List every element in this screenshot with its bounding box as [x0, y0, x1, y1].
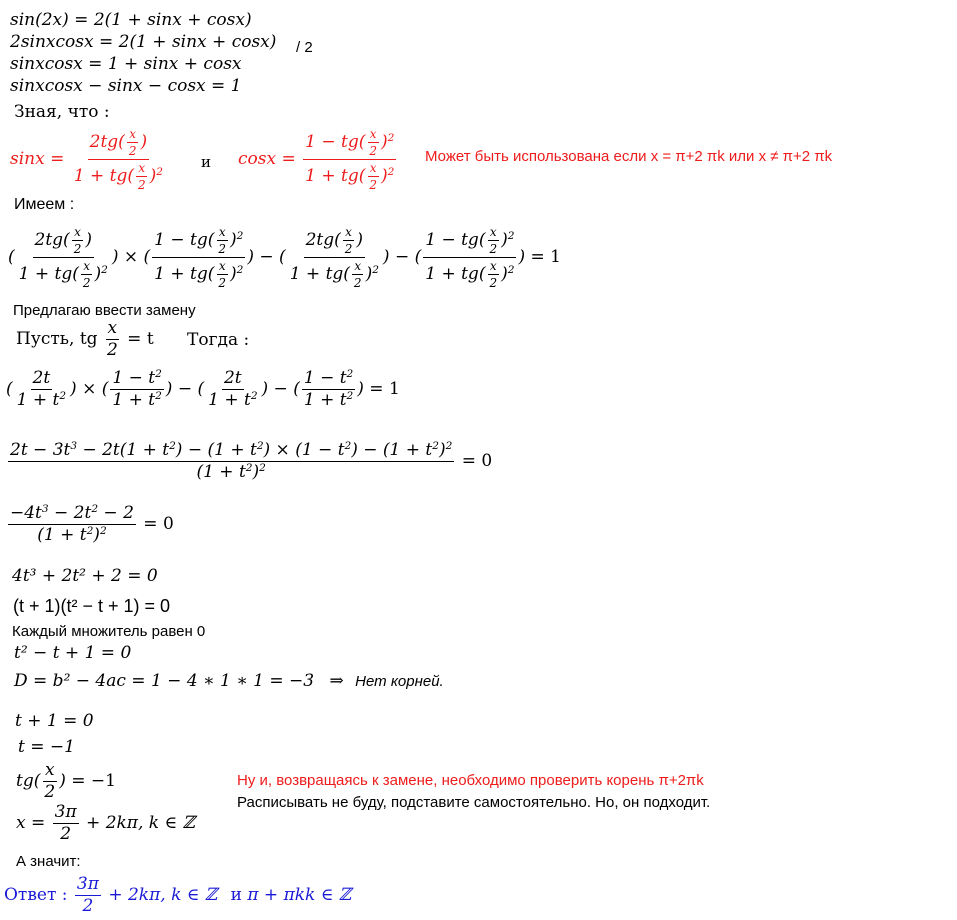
equation-line-2: 2sinxcosx = 2(1 + sinx + cosx)	[10, 32, 277, 52]
simplified-fraction: $\frac{-4t^3 - 2t^2 - 2}{(1 + t^2)^2}$ = 0	[10, 503, 174, 545]
combined-fraction: $\frac{2t - 3t^3 - 2t(1 + t^2) - (1 + t^2) \times (1 - t^2) - (1 + t^2)^2}{(1 + t^2)^2}$ = 0	[10, 440, 493, 482]
t-plus-one: t + 1 = 0	[15, 711, 94, 731]
t-equals-minus-one: t = −1	[18, 737, 75, 757]
let-text: Пусть, tg	[16, 329, 98, 349]
answer-second: π + πkk ∈ ℤ	[247, 885, 352, 905]
t-equals-one: = 1	[369, 379, 400, 399]
x-solution: x = $\frac{3\pi}{2}$ + 2kπ, k ∈ ℤ	[16, 802, 195, 844]
sin-formula	[10, 128, 167, 191]
equals-one: = 1	[530, 247, 561, 267]
answer-tail: + 2kπ, k ∈ ℤ	[108, 885, 218, 905]
combined-eq-zero: = 0	[461, 451, 493, 471]
implies-arrow: ⇒	[329, 671, 344, 691]
cubic-equation: 4t³ + 2t² + 2 = 0	[12, 566, 158, 586]
t-equation: ( $\frac{2t}{1 + t^2}$ ) × ( $\frac{1 - t^2}{1 + t^2}$ ) − ( $\frac{2t}{1 + t^2}$ ) − ( $\frac{1 - t^2}{1 + t^2}$ ) = 1	[6, 368, 400, 410]
tg-equation: tg( $\frac{x}{2}$ ) = −1	[16, 760, 116, 802]
propose-text: Предлагаю ввести замену	[13, 302, 196, 319]
and-word: и	[201, 153, 211, 171]
knowing-label: Зная, что :	[14, 102, 110, 122]
discriminant: D = b² − 4ac = 1 − 4 ∗ 1 ∗ 1 = −3	[14, 671, 315, 691]
sin-lhs: sinx =	[10, 149, 65, 169]
equation-line-3: sinxcosx = 1 + sinx + cosx	[10, 54, 242, 74]
then-label: Тогда :	[187, 330, 250, 350]
black-note-fits: Расписывать не буду, подставите самостоятельно. Но, он подходит.	[237, 794, 711, 811]
factored-equation: (t + 1)(t² − t + 1) = 0	[13, 596, 171, 616]
x-solution-tail: + 2kπ, k ∈ ℤ	[86, 813, 195, 833]
answer-line: Ответ : $\frac{3\pi}{2}$ + 2kπ, k ∈ ℤ и π + πkk ∈ ℤ	[4, 874, 352, 916]
sin-fraction: 2tg( $\frac{x}{2}$ ) 1 + tg( $\frac{x}{2}$ )$^2$	[73, 127, 163, 192]
substitution-let: Пусть, tg $\frac{x}{2}$ = t	[16, 318, 154, 360]
simplified-eq-zero: = 0	[143, 514, 174, 534]
divide-note: / 2	[296, 39, 313, 56]
red-note-condition: Может быть использована если x = π+2 πk или x ≠ π+2 πk	[425, 148, 833, 165]
answer-and: и	[230, 885, 242, 905]
cos-formula	[238, 128, 398, 191]
therefore-text: А значит:	[16, 853, 81, 870]
equation-line-1: sin(2x) = 2(1 + sinx + cosx)	[10, 10, 252, 30]
cos-lhs: cosx =	[238, 149, 296, 169]
quadratic-equation: t² − t + 1 = 0	[14, 643, 132, 663]
each-factor-text: Каждый множитель равен 0	[12, 623, 206, 640]
tg-rhs: = −1	[71, 771, 116, 791]
have-label: Имеем :	[14, 196, 75, 213]
substituted-equation: ( 2tg( $\frac{x}{2}$ ) 1 + tg( $\frac{x}{2}$ )$^2$ ) × ( 1 − tg( $\frac{x}{2}$ )$^2$ 1 + tg( $\frac{x}{2}$ )$^2$ ) − ( 2tg( $\frac{x}{2}$ ) 1 + tg( $\frac{x}{2}$ )$^2$ ) − ( 1 − tg( $\frac{x}{2}$ )$^2$ 1 + tg( $\frac{x}{2}$ )$^2$ ) = 1	[8, 225, 561, 290]
discriminant-line	[14, 673, 444, 690]
equation-line-4: sinxcosx − sinx − cosx = 1	[10, 76, 242, 96]
let-rhs: = t	[127, 329, 154, 349]
red-note-check: Ну и, возвращаясь к замене, необходимо проверить корень π+2πk	[237, 772, 704, 789]
no-roots-text: Нет корней.	[355, 673, 444, 690]
cos-fraction: 1 − tg( $\frac{x}{2}$ )$^2$ 1 + tg( $\frac{x}{2}$ )$^2$	[305, 127, 395, 192]
answer-label: Ответ :	[4, 885, 68, 905]
